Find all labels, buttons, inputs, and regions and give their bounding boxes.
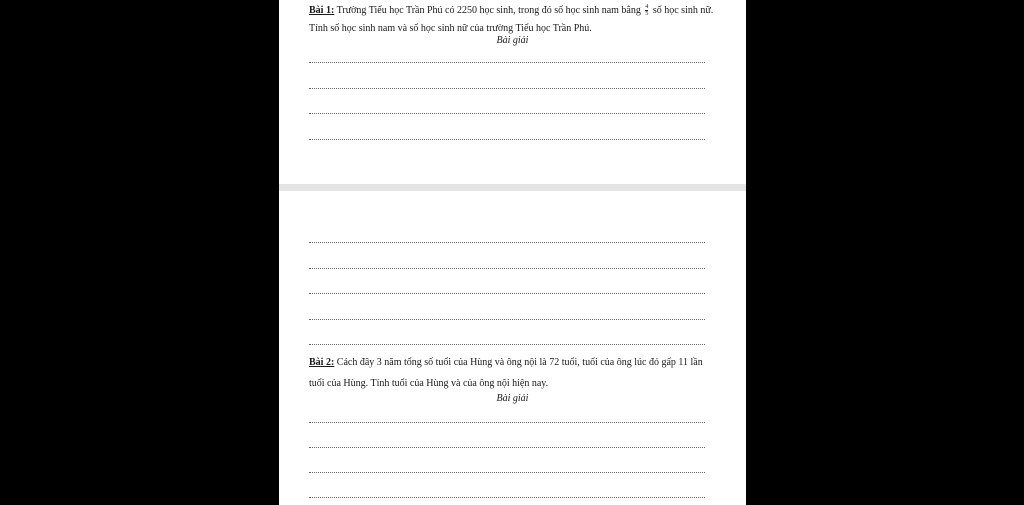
answer-line (309, 139, 705, 140)
exercise-2-label: Bài 2: (309, 357, 335, 368)
exercise-2-text (309, 352, 719, 394)
answer-line (309, 319, 705, 320)
exercise-1-text (309, 2, 719, 38)
exercise-1-solution-heading: Bài giải (496, 35, 529, 46)
answer-line (309, 472, 705, 473)
answer-line (309, 293, 705, 294)
fraction-denominator: 5 (645, 11, 649, 18)
answer-line (309, 113, 705, 114)
answer-line (309, 62, 705, 63)
fraction-numerator: 4 (645, 4, 649, 11)
exercise-2-solution-heading: Bài giải (496, 393, 529, 404)
exercise-1-label: Bài 1: (309, 5, 335, 16)
fraction (645, 4, 648, 17)
exercise-1-text-before: Trường Tiểu học Trần Phú có 2250 học sinh, trong đó số học sinh nam bằng (334, 5, 641, 16)
answer-line (309, 497, 705, 498)
answer-line (309, 242, 705, 243)
answer-line (309, 344, 705, 345)
exercise-1-text-after: số học sinh nữ. Tính số học sinh nam và số học sinh nữ của trường Tiểu học Trần Phú. (309, 5, 714, 34)
answer-line (309, 268, 705, 269)
answer-line (309, 447, 705, 448)
worksheet-page-2 (279, 191, 746, 505)
exercise-2-body: Cách đây 3 năm tổng số tuổi của Hùng và ông nội là 72 tuổi, tuổi của ông lúc đó gấp 11 lần tuổi của Hùng. Tính tuổi của Hùng và của ông nội hiện nay. (309, 357, 703, 389)
worksheet-page-1 (279, 0, 746, 184)
page-separator (279, 184, 746, 191)
answer-line (309, 422, 705, 423)
answer-line (309, 88, 705, 89)
